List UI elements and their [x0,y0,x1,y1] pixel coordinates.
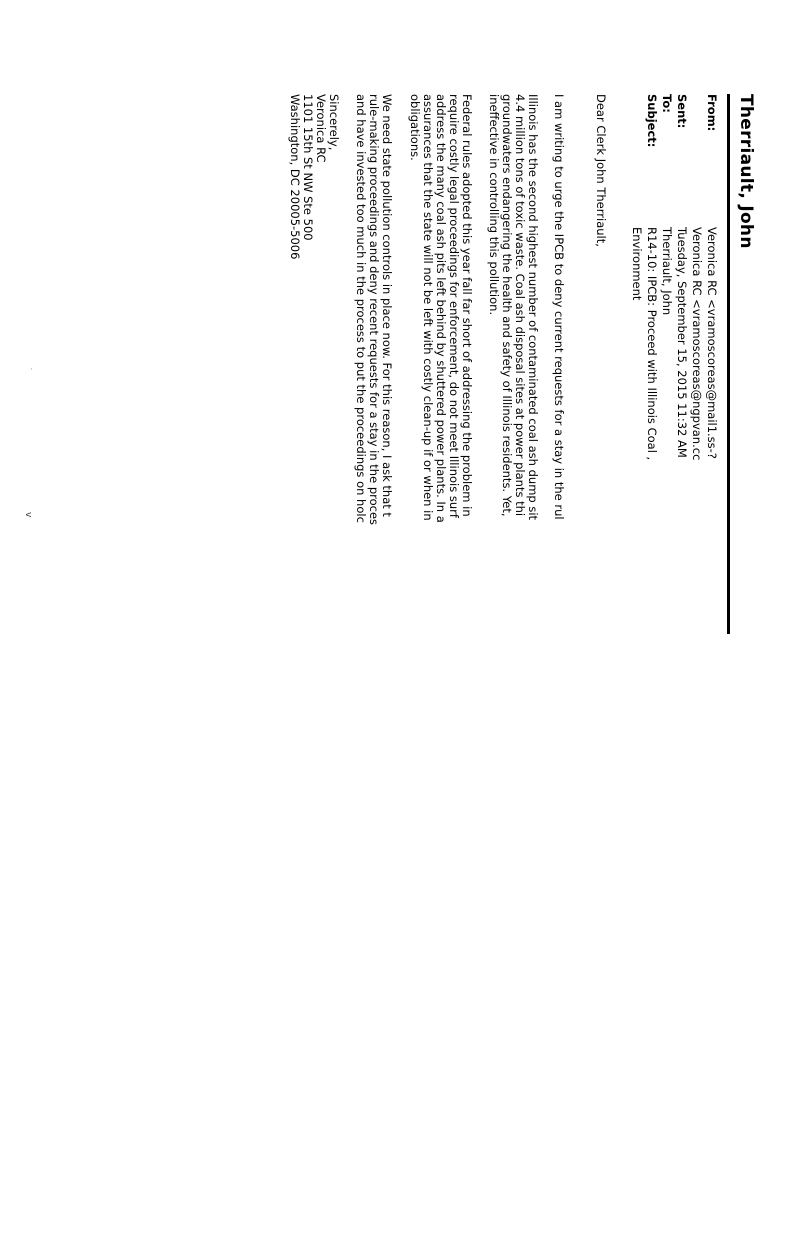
signature-line: Washington, DC 20005-5006 [288,94,302,260]
to-value: Therriault, John [660,227,674,316]
subject-line: Environment [630,227,644,301]
sent-label: Sent: [675,94,689,129]
from-line: Veronica RC <vramoscoreas@ngpvan.cc [690,227,704,461]
sent-value: Tuesday, September 15, 2015 11:32 AM [675,227,689,458]
paragraph-4-line: We need state pollution controls in place now. For this reason, I ask that t [380,94,394,517]
paragraph-3-line: address the many coal ash pits left behind by shuttered power plants. In a [434,94,448,523]
paragraph-3-line: require costly legal proceedings for enforcement, do not meet Illinois surf [447,94,461,518]
subject-line: R14-10: IPCB: Proceed with Illinois Coal , [645,227,659,461]
from-label: From: [705,94,719,132]
paragraph-3-line: assurances that the state will not be left with costly clean-up if or when in [421,94,435,521]
subject-label: Subject: [645,94,659,148]
stray-mark: v [23,512,33,518]
subject-value [629,227,659,827]
from-value [689,227,719,827]
paragraph-3-line: Federal rules adopted this year fall far short of addressing the problem in [460,94,474,517]
closing: Sincerely, [327,94,341,151]
to-label: To: [660,94,674,113]
paragraph-3-line: obligations. [408,94,422,161]
paragraph-2-line: Illinois has the second highest number of contaminated coal ash dump sit [526,94,540,521]
paragraph-1-line: I am writing to urge the IPCB to deny current requests for a stay in the rul [552,94,566,520]
paragraph-4-line: rule-making proceedings and deny recent requests for a stay in the proces [367,94,381,526]
signature-line: Veronica RC [314,94,328,163]
from-line: Veronica RC <vramoscoreas@mail1.ss-? [705,227,719,459]
heading-rule [727,94,730,634]
paragraph-2-line: groundwaters endangering the health and safety of Illinois residents. Yet, [500,94,514,517]
recipient-name-heading: Therriault, John [736,94,756,249]
salutation: Dear Clerk John Therriault, [594,94,608,247]
paragraph-2-line: ineffective in controlling this pollution. [487,94,501,316]
paragraph-2-line: 4.4 million tons of toxic waste. Coal ash disposal sites at power plants thi [513,94,527,517]
signature-line: 1101 15th St NW Ste 500 [301,94,315,241]
stray-dot: . [29,368,36,370]
paragraph-4-line: and have invested too much in the process to put the proceedings on holc [354,94,368,523]
